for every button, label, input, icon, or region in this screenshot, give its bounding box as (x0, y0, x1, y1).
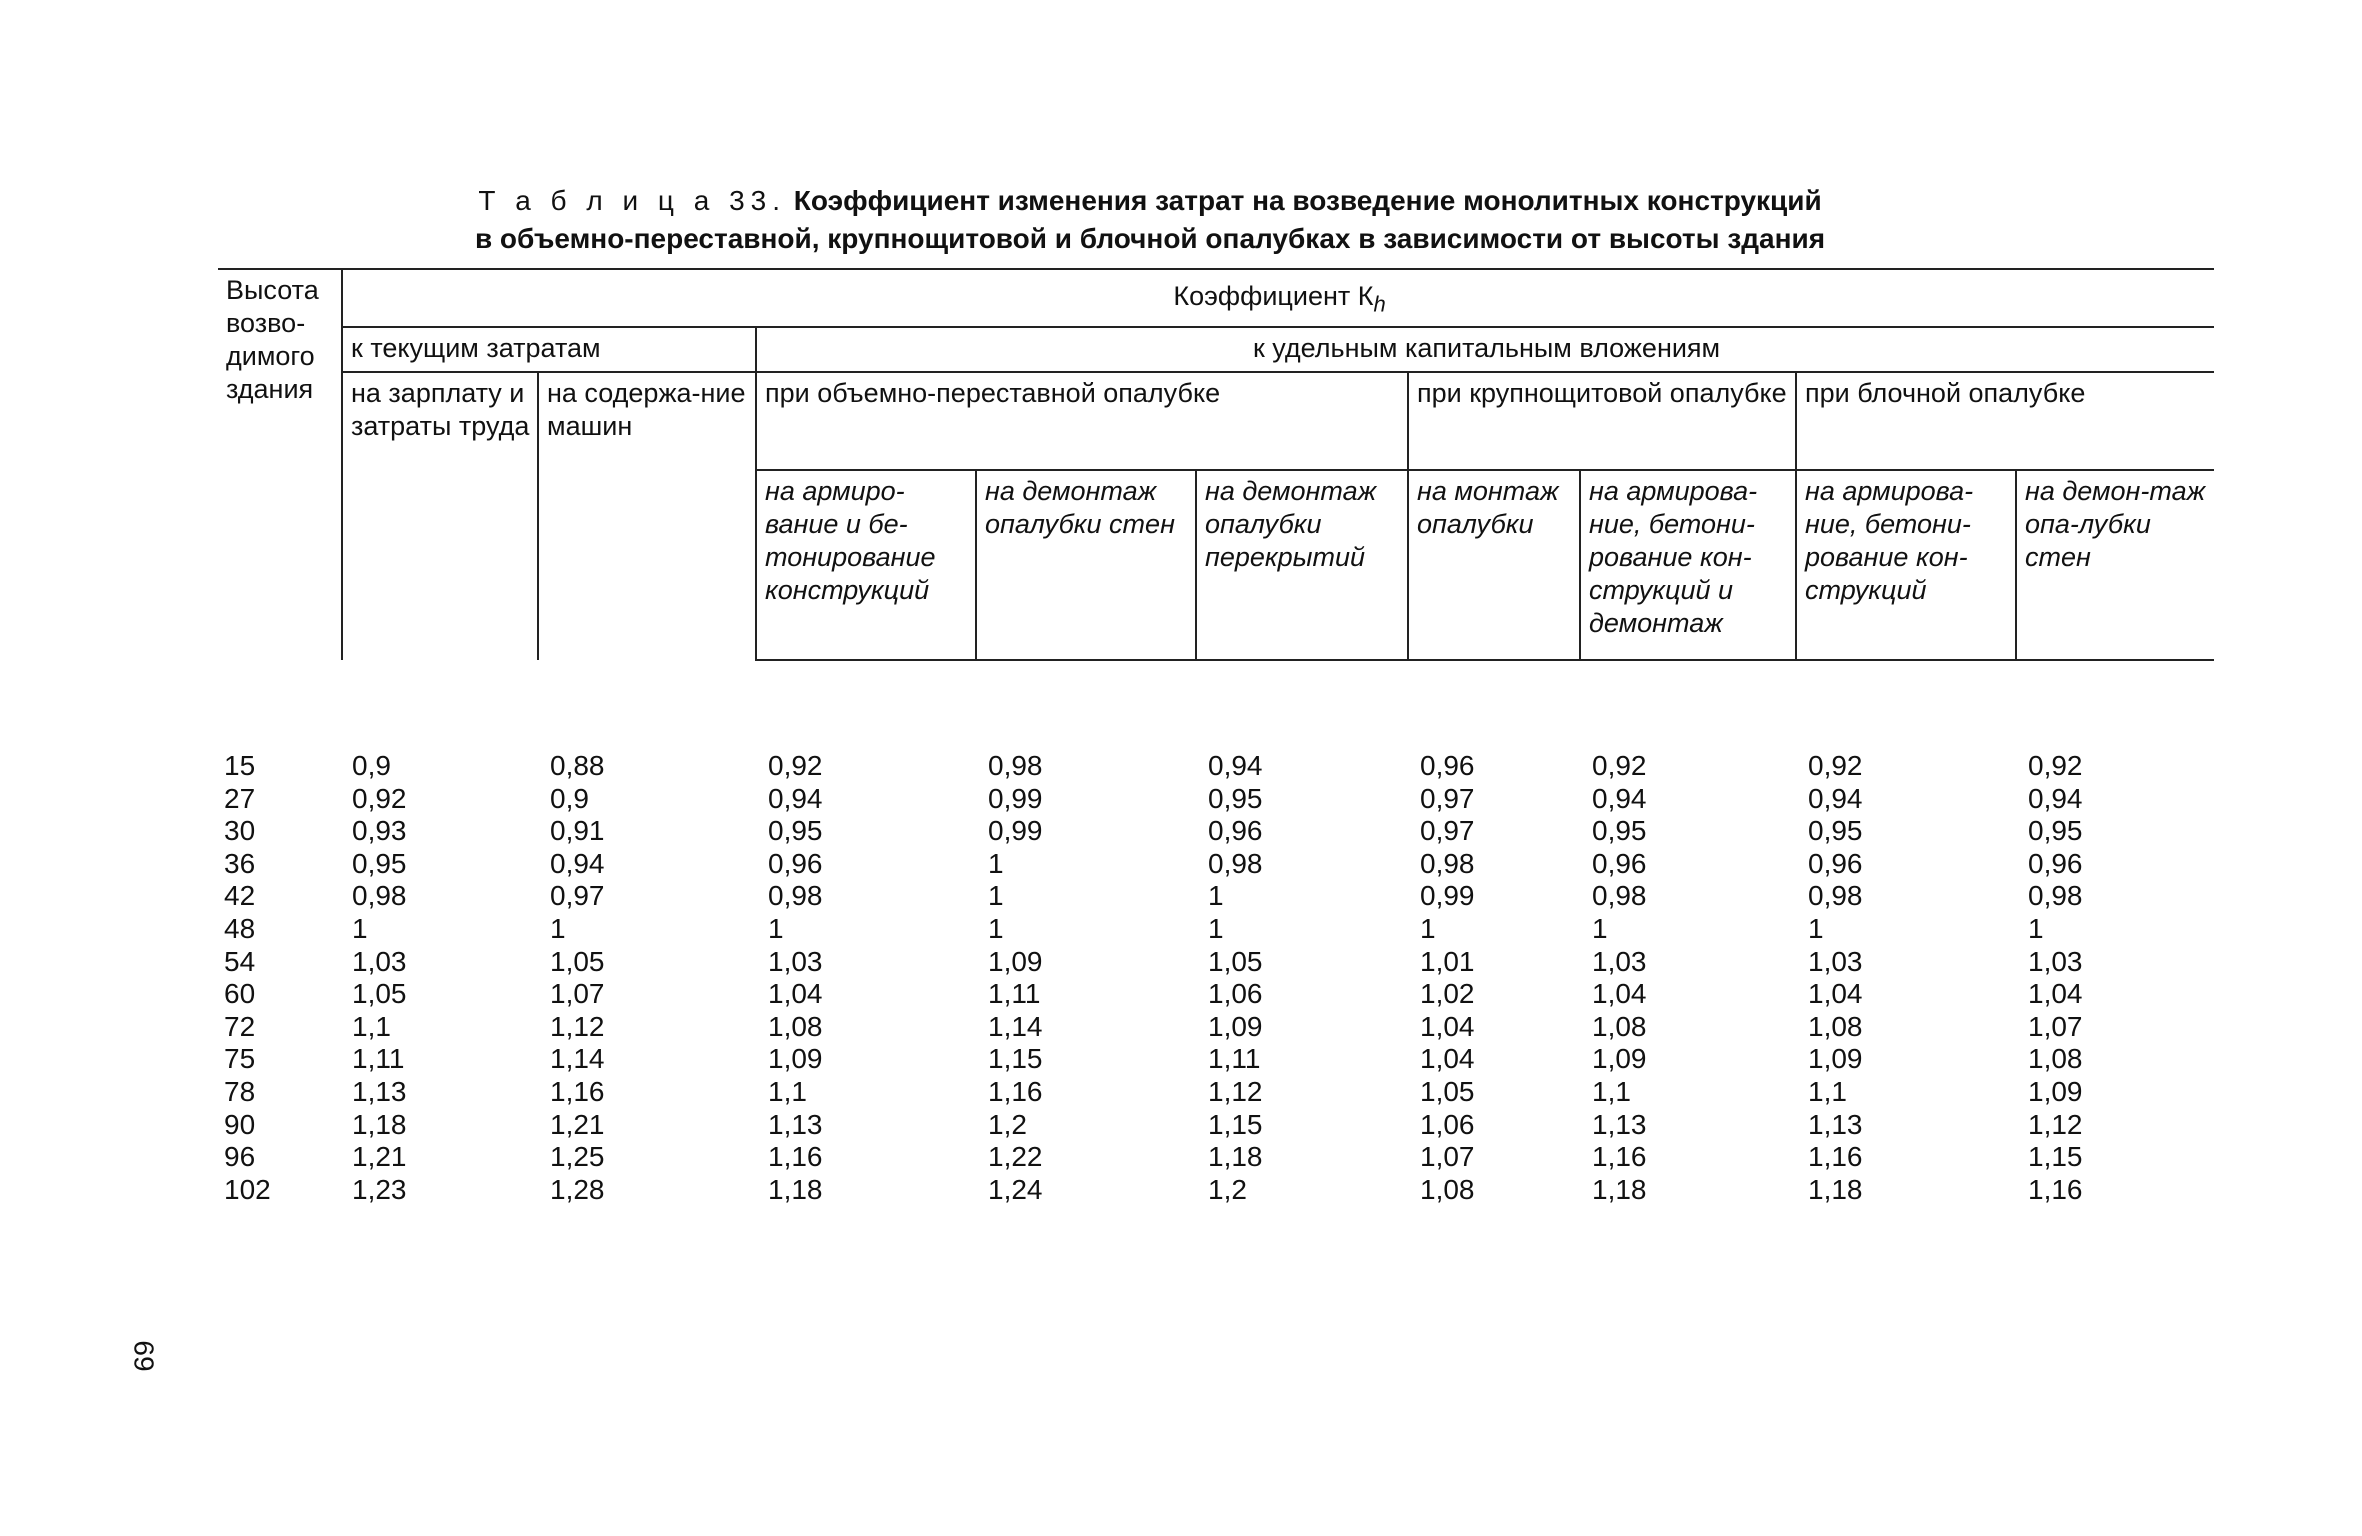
coefficient-label: Коэффициент К (1173, 281, 1374, 311)
height-value: 90 (224, 1108, 256, 1140)
coefficient-value: 1,07 (2028, 1010, 2083, 1042)
height-value: 60 (224, 978, 256, 1010)
coefficient-value: 1,01 (1420, 945, 1475, 977)
coefficient-value: 1,08 (1592, 1010, 1647, 1042)
table-row (218, 880, 2214, 913)
coefficient-value: 0,97 (1420, 782, 1475, 814)
coefficient-value: 1,18 (1208, 1141, 1263, 1173)
header-volumetric: при объемно-переставной опалубке (756, 372, 1408, 470)
table-row (218, 750, 2214, 783)
coefficient-value: 1,03 (2028, 945, 2083, 977)
coefficient-value: 1,03 (768, 945, 823, 977)
caption-lead: Т а б л и ц а 33. (478, 185, 786, 216)
coefficient-value: 1 (1808, 912, 1824, 944)
height-value: 102 (224, 1173, 271, 1205)
coefficient-value: 0,98 (988, 750, 1043, 781)
table-row (218, 1043, 2214, 1076)
coefficient-value: 0,94 (2028, 782, 2083, 814)
coefficient-value: 1,08 (768, 1010, 823, 1042)
height-value: 78 (224, 1075, 256, 1107)
height-value: 75 (224, 1043, 256, 1075)
header-vol-floor-dismantling: на демонтаж опалубки перекрытий (1196, 470, 1408, 660)
coefficient-value: 1,1 (1592, 1075, 1631, 1107)
coefficient-value: 1,21 (352, 1141, 407, 1173)
caption-line-1 (330, 182, 1970, 220)
coefficient-value: 0,97 (1420, 815, 1475, 847)
table-row (218, 848, 2214, 881)
coefficient-subscript: h (1373, 291, 1386, 317)
header-current-costs: к текущим затратам (342, 327, 756, 372)
coefficient-value: 1,05 (352, 978, 407, 1010)
coefficient-value: 1,21 (550, 1108, 605, 1140)
coefficient-value: 0,9 (352, 750, 391, 781)
coefficient-value: 0,93 (352, 815, 407, 847)
coefficient-value: 0,98 (352, 880, 407, 912)
coefficient-value: 0,98 (1808, 880, 1863, 912)
table-row (218, 978, 2214, 1011)
coefficient-value: 0,99 (988, 782, 1043, 814)
coefficient-value: 0,94 (1592, 782, 1647, 814)
coefficient-value: 1,11 (988, 978, 1041, 1010)
coefficient-value: 1,04 (1808, 978, 1863, 1010)
coefficient-value: 1,05 (1420, 1075, 1475, 1107)
header-block: при блочной опалубке (1796, 372, 2214, 470)
coefficient-value: 1,16 (1592, 1141, 1647, 1173)
coefficient-value: 1,09 (2028, 1075, 2083, 1107)
header-bl-reinforcement: на армирова-ние, бетони-рование кон-струкций (1796, 470, 2016, 660)
header-coefficient (342, 269, 2214, 327)
coefficient-value: 1,18 (1808, 1173, 1863, 1205)
coefficient-value: 1,25 (550, 1141, 605, 1173)
coefficient-value: 0,95 (352, 847, 407, 879)
coefficient-value: 1,16 (988, 1075, 1043, 1107)
coefficient-value: 1,1 (768, 1075, 807, 1107)
coefficient-value: 0,99 (1420, 880, 1475, 912)
coefficient-value: 1,22 (988, 1141, 1043, 1173)
coefficient-value: 1,15 (1208, 1108, 1263, 1140)
page-number: 69 (128, 1340, 160, 1372)
table-row (218, 783, 2214, 816)
coefficient-value: 0,92 (2028, 750, 2083, 781)
coefficient-value: 1 (352, 912, 368, 944)
coefficient-value: 1,09 (1808, 1043, 1863, 1075)
coefficient-value: 0,98 (768, 880, 823, 912)
coefficient-value: 1 (2028, 912, 2044, 944)
coefficient-value: 1 (1208, 912, 1224, 944)
coefficient-value: 1,16 (2028, 1173, 2083, 1205)
coefficient-value: 1,06 (1208, 978, 1263, 1010)
coefficient-value: 0,97 (550, 880, 605, 912)
coefficient-value: 1,28 (550, 1173, 605, 1205)
coefficient-value: 1,12 (550, 1010, 605, 1042)
coefficient-value: 0,94 (1808, 782, 1863, 814)
coefficient-value: 1 (988, 912, 1004, 944)
height-value: 30 (224, 815, 256, 847)
coefficient-value: 1,07 (550, 978, 605, 1010)
coefficient-value: 1,05 (550, 945, 605, 977)
coefficient-value: 1,1 (1808, 1075, 1847, 1107)
height-value: 48 (224, 912, 256, 944)
header-large-panel: при крупнощитовой опалубке (1408, 372, 1796, 470)
coefficient-value: 1,04 (2028, 978, 2083, 1010)
table-row (218, 1141, 2214, 1174)
height-value: 42 (224, 880, 256, 912)
coefficient-value: 1,03 (352, 945, 407, 977)
coefficient-value: 0,92 (1808, 750, 1863, 781)
table-caption (330, 182, 1970, 258)
coefficient-value: 1 (1208, 880, 1224, 912)
coefficient-value: 0,99 (988, 815, 1043, 847)
coefficient-value: 1,11 (352, 1043, 405, 1075)
header-machines: на содержа-ние машин (538, 372, 756, 660)
table-row (218, 815, 2214, 848)
coefficient-value: 1,16 (1808, 1141, 1863, 1173)
coefficient-value: 1,03 (1592, 945, 1647, 977)
coefficient-value: 0,88 (550, 750, 605, 781)
height-value: 15 (224, 750, 256, 781)
coefficient-value: 1,14 (988, 1010, 1043, 1042)
coefficient-value: 1 (1420, 912, 1436, 944)
coefficient-value: 1,08 (2028, 1043, 2083, 1075)
coefficient-value: 0,9 (550, 782, 589, 814)
coefficient-value: 0,98 (1592, 880, 1647, 912)
coefficient-value: 1,12 (1208, 1075, 1263, 1107)
coefficient-value: 0,92 (768, 750, 823, 781)
coefficient-value: 0,96 (1208, 815, 1263, 847)
coefficient-value: 1,09 (988, 945, 1043, 977)
coefficient-value: 0,98 (2028, 880, 2083, 912)
table-row (218, 1174, 2214, 1207)
coefficient-value: 1,08 (1808, 1010, 1863, 1042)
coefficient-value: 1,15 (2028, 1141, 2083, 1173)
header-height: Высота возво-димого здания (218, 269, 342, 660)
coefficient-value: 1,12 (2028, 1108, 2083, 1140)
coefficient-value: 1,13 (1808, 1108, 1863, 1140)
height-value: 27 (224, 782, 256, 814)
coefficient-value: 1,04 (1592, 978, 1647, 1010)
coefficient-value: 1,04 (1420, 1010, 1475, 1042)
header-bl-wall-dismantling: на демон-таж опа-лубки стен (2016, 470, 2214, 660)
coefficient-value: 1,23 (352, 1173, 407, 1205)
coefficient-value: 0,96 (1592, 847, 1647, 879)
coefficient-value: 0,95 (768, 815, 823, 847)
table-row (218, 1109, 2214, 1142)
coefficient-value: 1,2 (1208, 1173, 1247, 1205)
header-vol-wall-dismantling: на демонтаж опалубки стен (976, 470, 1196, 660)
header-vol-reinforcement: на армиро-вание и бе-тонирование конструкций (756, 470, 976, 660)
coefficient-value: 1,24 (988, 1173, 1043, 1205)
coefficient-value: 0,96 (1420, 750, 1475, 781)
coefficient-value: 1,14 (550, 1043, 605, 1075)
coefficient-value: 1,18 (1592, 1173, 1647, 1205)
header-salary: на зарплату и затраты труда (342, 372, 538, 660)
coefficient-value: 0,98 (1208, 847, 1263, 879)
coefficient-value: 1,11 (1208, 1043, 1261, 1075)
caption-line-2 (330, 220, 1970, 258)
coefficient-value: 0,91 (550, 815, 605, 847)
coefficient-value: 1,15 (988, 1043, 1043, 1075)
coefficient-value: 0,96 (2028, 847, 2083, 879)
height-value: 72 (224, 1010, 256, 1042)
height-value: 36 (224, 847, 256, 879)
coefficient-value: 0,92 (1592, 750, 1647, 781)
coefficient-value: 0,95 (1808, 815, 1863, 847)
table-row (218, 913, 2214, 946)
coefficient-value: 1,09 (1208, 1010, 1263, 1042)
table-header (218, 268, 2214, 661)
header-lp-mounting: на монтаж опалубки (1408, 470, 1580, 660)
coefficient-value: 0,96 (1808, 847, 1863, 879)
coefficient-value: 1,04 (768, 978, 823, 1010)
coefficient-value: 0,94 (1208, 750, 1263, 781)
coefficient-value: 1,13 (352, 1075, 407, 1107)
coefficient-value: 1,05 (1208, 945, 1263, 977)
header-lp-reinforcement: на армирова-ние, бетони-рование кон-струкций и демонтаж (1580, 470, 1796, 660)
coefficient-value: 1,06 (1420, 1108, 1475, 1140)
coefficient-value: 1,16 (550, 1075, 605, 1107)
coefficient-value: 0,92 (352, 782, 407, 814)
table-row (218, 946, 2214, 979)
table-row (218, 1076, 2214, 1109)
coefficient-value: 1 (988, 880, 1004, 912)
coefficient-value: 1,03 (1808, 945, 1863, 977)
coefficient-value: 1,02 (1420, 978, 1475, 1010)
table-row (218, 1011, 2214, 1044)
coefficient-value: 1,07 (1420, 1141, 1475, 1173)
header-capital-investments: к удельным капитальным вложениям (756, 327, 2214, 372)
coefficient-value: 1,16 (768, 1141, 823, 1173)
coefficient-value: 1 (1592, 912, 1608, 944)
coefficient-value: 1 (768, 912, 784, 944)
caption-title-cont: в объемно-переставной, крупнощитовой и блочной опалубках в зависимости от высоты здания (474, 223, 1826, 254)
coefficient-value: 1 (988, 847, 1004, 879)
coefficient-value: 0,95 (1592, 815, 1647, 847)
coefficient-value: 1,1 (352, 1010, 391, 1042)
coefficient-value: 1,09 (1592, 1043, 1647, 1075)
coefficient-value: 1,13 (768, 1108, 823, 1140)
coefficient-value: 0,94 (550, 847, 605, 879)
height-value: 96 (224, 1141, 256, 1173)
coefficient-value: 1,18 (768, 1173, 823, 1205)
coefficient-value: 1,09 (768, 1043, 823, 1075)
coefficient-value: 0,98 (1420, 847, 1475, 879)
caption-title: Коэффициент изменения затрат на возведение монолитных конструкций (793, 185, 1822, 216)
height-value: 54 (224, 945, 256, 977)
coefficient-value: 0,95 (1208, 782, 1263, 814)
coefficient-value: 1,13 (1592, 1108, 1647, 1140)
coefficient-value: 0,95 (2028, 815, 2083, 847)
coefficient-value: 0,94 (768, 782, 823, 814)
coefficient-value: 1 (550, 912, 566, 944)
coefficient-value: 1,04 (1420, 1043, 1475, 1075)
table-body (218, 750, 2214, 1206)
coefficient-value: 1,18 (352, 1108, 407, 1140)
coefficient-value: 1,08 (1420, 1173, 1475, 1205)
coefficient-value: 0,96 (768, 847, 823, 879)
coefficient-value: 1,2 (988, 1108, 1027, 1140)
